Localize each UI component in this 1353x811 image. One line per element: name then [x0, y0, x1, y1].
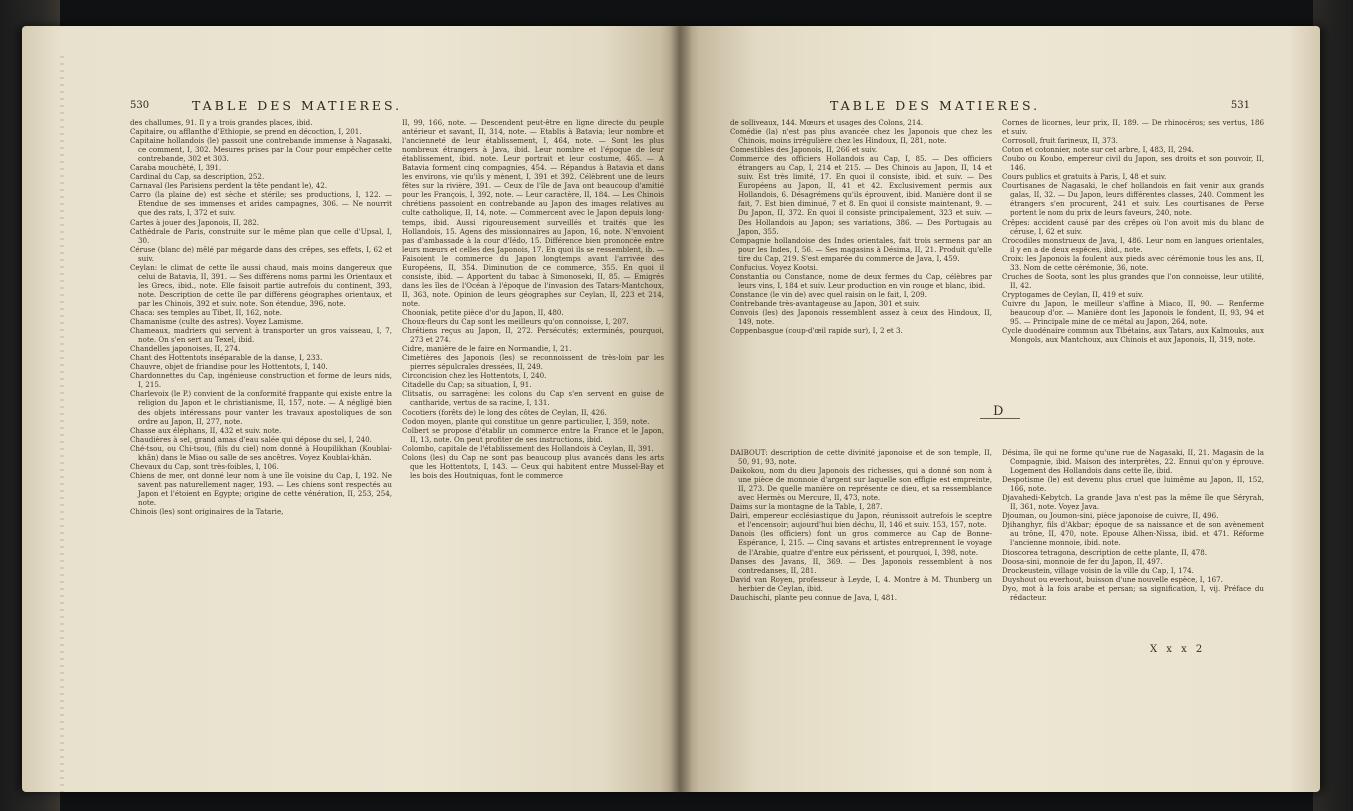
- signature-mark: X x x 2: [1150, 644, 1206, 655]
- index-entry: Colbert se propose d'établir un commerce entre la France et le Japon, II, 13, note. On peut profiter de ses instructions, ibid.: [402, 425, 664, 444]
- index-entry: Céruse (blanc de) mêlé par mégarde dans des crêpes, ses effets, I, 62 et suiv.: [130, 244, 392, 263]
- index-entry: Cidre, manière de le faire en Normandie, I, 21.: [402, 344, 572, 354]
- section-letter-d: D: [993, 404, 1004, 419]
- index-entry: Comédie (la) n'est pas plus avancée chez les Japonois que chez les Chinois, moins irrégulière chez les Hindoux, II, 281, note.: [730, 127, 992, 146]
- left-page: [22, 26, 680, 792]
- index-entry: Danses des Javans, II, 369. — Des Japonois ressemblent à nos contredanses, II, 281.: [730, 556, 992, 575]
- index-entry: Chardonnettes du Cap, ingénieuse construction et forme de leurs nids, I, 215.: [130, 371, 392, 390]
- left-running-head: [130, 98, 620, 114]
- index-entry: Crêpes: accident causé par des crêpes où l'on avoit mis du blanc de céruse, I, 62 et suiv.: [1002, 217, 1264, 236]
- open-book: [22, 12, 1332, 802]
- index-entry: Chinois (les) sont originaires de la Tatarie,: [130, 507, 284, 517]
- right-head-title: TABLE DES MATIERES.: [830, 98, 1041, 113]
- page-edge-marks: [60, 56, 64, 792]
- right-column-2: [1002, 118, 1264, 418]
- index-entry: Caraba mouchèté, I, 391.: [130, 163, 222, 173]
- index-entry: Dioscorea tetragona, description de cette plante, II, 478.: [1002, 547, 1207, 557]
- index-entry: Charlevoix (le P.) convient de la conformité frappante qui existe entre la religion du Japon et le christianisme, II, 157, note. — A négligé bien des objets intéressans pour vanter les travaux apostoliques de son ordre au Japon, II, 277, note.: [130, 389, 392, 426]
- index-entry: Chandelles japonoises, II, 274.: [130, 344, 241, 354]
- index-entry: Cycle duodénaire commun aux Tibétains, aux Tatars, aux Kalmouks, aux Mongols, aux Mantchoux, aux Chinois et aux Japonois, II, 319, note.: [1002, 326, 1264, 345]
- right-column-2-d: [1002, 448, 1264, 602]
- index-entry: Cours publics et gratuits à Paris, I, 48 et suiv.: [1002, 172, 1167, 182]
- index-entry: Coton et cotonnier, note sur cet arbre, I, 483, II, 294.: [1002, 145, 1194, 155]
- index-entry: Capitaire, ou afflanthe d'Ethiopie, se prend en décoction, I, 201.: [130, 127, 362, 137]
- right-column-1-d: [730, 448, 992, 602]
- index-entry: Dairi, empereur ecclésiastique du Japon, réunissoit autrefois le sceptre et l'encensoir; aujourd'hui bien déchu, II, 146 et suiv. 153, 157, note.: [730, 511, 992, 530]
- index-entry: Cryptogames de Ceylan, II, 419 et suiv.: [1002, 289, 1144, 299]
- index-entry: Carro (la plaine de) est sèche et stérile; ses productions, I, 122. — Etendue de ses immenses et arides campagnes, 306. — Ne nourrit que des rats, I, 372 et suiv.: [130, 190, 392, 218]
- index-entry: Djouman, ou Joumon-sini, pièce japonoise de cuivre, II, 496.: [1002, 511, 1219, 521]
- right-page-number: 531: [1230, 100, 1250, 111]
- index-entry: Clitsatis, ou sarragène: les colons du Cap s'en servent en guise de cantharide, vertus de sa racine, I, 131.: [402, 389, 664, 408]
- index-entry: Djavahedi-Kebytch. La grande Java n'est pas la même île que Séryrah, II, 361, note. Voyez Java.: [1002, 493, 1264, 512]
- index-entry: Drockeustein, village voisin de la ville du Cap, I, 174.: [1002, 565, 1194, 575]
- index-entry: Despotisme (le) est devenu plus cruel que luimême au Japon, II, 152, 166, note.: [1002, 475, 1264, 494]
- index-entry: Codon moyen, plante qui constitue un genre particulier, I, 359, note.: [402, 416, 650, 426]
- index-entry: Crocodiles monstrueux de Java, I, 486. Leur nom en langues orientales, il y en a de deux espèces, ibid., note.: [1002, 235, 1264, 254]
- index-entry: Croix: les Japonois la foulent aux pieds avec cérémonie tous les ans, II, 33. Nom de cette cérémonie, 36, note.: [1002, 253, 1264, 272]
- index-entry: des challumes, 91. Il y a trois grandes places, ibid.: [130, 118, 313, 127]
- index-entry: Daims sur la montagne de la Table, I, 287.: [730, 502, 883, 512]
- index-entry: Chamanisme (culte des astres). Voyez Lamisme.: [130, 317, 304, 327]
- index-entry: Compagnie hollandoise des Indes orientales, fait trois sermens par an pour les Indes, I, 56. — Ses magasins à Désima, II, 21. Produit qu'elle tire du Cap, 219. S'est emparée du commerce de Java, I, 459.: [730, 235, 992, 263]
- index-entry: Désima, île qui ne forme qu'une rue de Nagasaki, II, 21. Magasin de la Compagnie, ibid. Maison des interprètes, 22. Ennui qu'on y éprouve. Logement des Hollandois dans cette île, ibid.: [1002, 448, 1264, 476]
- index-entry: Danois (les officiers) font un gros commerce au Cap de Bonne-Espérance, I, 215. — Cinq savans et artistes entreprennent le voyage de l'Arabie, quatre d'entre eux périssent, et pourquoi, I, 398, note.: [730, 529, 992, 557]
- index-entry: Commerce des officiers Hollandois au Cap, I, 85. — Des officiers étrangers au Cap, I, 214 et 215. — Des Chinois au Japon, II, 14 et suiv. Est très limité, 17. En quoi il consiste, ibid. et suiv. — Des Européens au Japon, II, 41 et 42. Exclusivement permis aux Hollandois, 6. Désagrémens qu'ils éprouvent, ibid. Manière dont il se fait, 7. Est bien diminué, 7 et 8. En quoi il consiste maintenant, 9. — Du Japon, II, 372. En quoi il consiste principalement, 323 et suiv. — Des Hollandois au Japon; ses variations, 386. — Des Portugais au Japon, 355.: [730, 154, 992, 236]
- index-entry: Chevaux du Cap, sont très-foibles, I, 106.: [130, 461, 279, 471]
- index-entry: Cocotiers (forêts de) le long des côtes de Ceylan, II, 426.: [402, 407, 607, 417]
- left-column-1: [130, 118, 392, 516]
- index-entry: Citadelle du Cap; sa situation, I, 91.: [402, 380, 532, 390]
- index-entry: Coubo ou Koubo, empereur civil du Japon, ses droits et son pouvoir, II, 146.: [1002, 154, 1264, 173]
- index-entry: Confucius. Voyez Kootsi.: [730, 262, 819, 272]
- index-entry: Chaca: ses temples au Tibet, II, 162, note.: [130, 307, 282, 317]
- right-running-head: [730, 98, 1250, 114]
- index-entry: Cornes de licornes, leur prix, II, 189. — De rhinocéros; ses vertus, 186 et suiv.: [1002, 118, 1264, 137]
- index-entry: Chant des Hottentots inséparable de la danse, I, 233.: [130, 353, 323, 363]
- index-entry: Doosa-sini, monnoie de fer du Japon, II, 497.: [1002, 556, 1163, 566]
- index-entry: Dauchischi, plante peu connue de Java, I, 481.: [730, 592, 898, 602]
- index-entry: Chooniak, petite pièce d'or du Japon, II, 480.: [402, 307, 564, 317]
- index-entry: Colombo, capitale de l'établissement des Hollandois à Ceylan, II, 391.: [402, 443, 654, 453]
- index-entry: Comestibles des Japonois, II, 266 et suiv.: [730, 145, 878, 155]
- index-entry: II, 99, 166, note. — Descendent peut-être en ligne directe du peuple antérieur et savant, II, 314, note. — Etablis à Batavia; leur nombre et l'ancienneté de leur établissement, I, 464, note. — Sont les plus nombreux étrangers à Java, ibid. Leur nombre et l'époque de leur établissement, ibid. note. Leur portrait et leur costume, 465. — A Batavia forment cinq compagnies, 454. — Répandus à Batavia et dans les environs, vie qu'ils y mènent, I, 391 et 392. Célèbrent une de leurs fêtes sur la rivière, 391. — Ceux de l'île de Java ont beaucoup d'amitié pour les François, I, 392, note. — Leur caractère, II, 184. — Les Chinois chrétiens passoient en contrebande au Japon des images relatives au culte catholique, II, 14, note. — Commercent avec le Japon depuis long-temps, ibid. Aussi rigoureusement surveillés et traités que les Hollandois, 15. Agens des missionnaires au Japon, 16, note. N'envoient pas d'ambassade à la cour d'Iédo, 15. Différence bien prononcée entre leurs mœurs et celles des Japonois, 17. En quoi ils se ressemblent, ib. — Faisoient le commerce du Japon longtemps avant l'arrivée des Européens, II, 354. Diminution de ce commerce, 355. En quoi il consiste, ibid. — Apportent du tabac à Simonoseki, II, 85. — Emigrés dans les îles de l'Océan à l'époque de l'invasion des Tatars-Mantchoux, II, 363, note. Opinion de leurs géographes sur Ceylan, II, 223 et 214, note.: [402, 118, 664, 308]
- index-entry: Chameaux, madriers qui servent à transporter un gros vaisseau, I, 7, note. On s'en sert au Texel, ibid.: [130, 326, 392, 345]
- index-entry: Constance (le vin de) avec quel raisin on le fait, I, 209.: [730, 289, 927, 299]
- index-entry: Chasse aux éléphans, II, 432 et suiv. note.: [130, 425, 282, 435]
- index-entry: Chrétiens reçus au Japon, II, 272. Persécutés; exterminés, pourquoi, 273 et 274.: [402, 326, 664, 345]
- index-entry: Choux-fleurs du Cap sont les meilleurs qu'on connoisse, I, 207.: [402, 317, 629, 327]
- index-entry: de solliveaux, 144. Mœurs et usages des Colons, 214.: [730, 118, 924, 127]
- index-entry: Chaudières à sel, grand amas d'eau salée qui dépose du sel, I, 240.: [130, 434, 372, 444]
- index-entry: Convois (les) des Japonois ressemblent assez à ceux des Hindoux, II, 149, note.: [730, 307, 992, 327]
- index-entry: Cuivre du Japon, le meilleur s'affine à Miaco, II, 90. — Renferme beaucoup d'or. — Manière dont les Japonois le fondent, II, 93, 94 et 95. — Principale mine de ce métal au Japon, 264, note.: [1002, 298, 1264, 327]
- index-entry: Carnaval (les Parisiens perdent la tête pendant le), 42.: [130, 181, 328, 191]
- index-entry: Cruches de Soota, sont les plus grandes que l'on connoisse, leur utilité, II, 42.: [1002, 271, 1264, 290]
- index-entry: Chiens de mer, ont donné leur nom à une île voisine du Cap, I, 192. Ne savent pas naturellement nager, 193. — Les chiens sont respectés au Japon et l'étoient en Egypte; origine de cette vénération, II, 253, 254, note.: [130, 470, 392, 507]
- index-entry: Ceylan: le climat de cette île aussi chaud, mais moins dangereux que celui de Batavia, II, 391. — Ses différens noms parmi les Orientaux et les Grecs, ibid., note. Elle faisoit partie autrefois du continent, 393, note. Description de cette île par différens géographes orientaux, et par les Chinois, 392 et suiv. note. Son étendue, 396, note.: [130, 262, 392, 308]
- index-entry: Cathédrale de Paris, construite sur le même plan que celle d'Upsal, I, 30.: [130, 226, 392, 245]
- index-entry: Cartes à jouer des Japonois, II, 282.: [130, 217, 260, 227]
- index-entry: Circoncision chez les Hottentots, I, 240.: [402, 371, 547, 381]
- index-entry: Chauvre, objet de friandise pour les Hottentots, I, 140.: [130, 362, 328, 372]
- index-entry: Contrebande très-avantageuse au Japon, 301 et suiv.: [730, 298, 921, 308]
- index-entry: Cimetières des Japonois (les) se reconnoissent de très-loin par les pierres sépulcrales dressées, II, 249.: [402, 353, 664, 372]
- left-page-number: 530: [130, 100, 150, 111]
- index-entry: Coppenbasgue (coup-d'œil rapide sur), I, 2 et 3.: [730, 326, 903, 336]
- left-column-2: [402, 118, 664, 480]
- left-head-title: TABLE DES MATIERES.: [192, 98, 403, 113]
- index-entry: Colons (les) du Cap ne sont pas beaucoup plus avancés dans les arts que les Hottentots, I, 143. — Ceux qui habitent entre Mussel-Bay et les bois des Houtniquas, font le commerce: [402, 452, 664, 480]
- index-entry: Ché-tsou, ou Chi-tsou, (fils du ciel) nom donné à Houpilikhan (Koublai-khân) dans le Miao ou salle de ses ancêtres. Voyez Koublai-khân.: [130, 443, 392, 462]
- index-entry: Courtisanes de Nagasaki, le chef hollandois en fait venir aux grands galas, II, 32. — Du Japon, leurs différentes classes, 240. Comment les étrangers s'en procurent, 241 et suiv. Les courtisanes de Perse portent le nom du prix de leurs faveurs, 240, note.: [1002, 181, 1264, 218]
- index-entry: Daikokou, nom du dieu Japonois des richesses, qui a donné son nom à une pièce de monnoie d'argent sur laquelle son effigie est empreinte, II, 273. De quelle manière on représente ce dieu, et sa ressemblance avec Hermès ou Mercure, II, 473, note.: [730, 466, 992, 503]
- index-entry: Dyo, mot à la fois arabe et persan; sa signification, I, vij. Préface du rédacteur.: [1002, 583, 1264, 602]
- index-entry: Cardinal du Cap, sa description, 252.: [130, 172, 265, 182]
- index-entry: David van Royen, professeur à Leyde, I, 4. Montre à M. Thunberg un herbier de Ceylan, ibid.: [730, 574, 992, 593]
- index-entry: DAIBOUT: description de cette divinité japonoise et de son temple, II, 50, 91, 93, note.: [730, 448, 992, 467]
- index-entry: Constantia ou Constance, nome de deux fermes du Cap, célèbres par leurs vins, I, 184 et suiv. Leur production en vin rouge et blanc, ibid.: [730, 271, 992, 290]
- index-entry: Corrosoll, fruit farineux, II, 373.: [1002, 136, 1118, 146]
- right-page: [680, 26, 1320, 792]
- index-entry: Djihanghyr, fils d'Akbar; époque de sa naissance et de son avènement au trône, II, 470, note. Epouse Alhen-Nissa, ibid. et 471. Réforme l'ancienne monnoie, ibid. note.: [1002, 520, 1264, 548]
- right-column-1: [730, 118, 992, 418]
- index-entry: Duyshout ou everhout, buisson d'une nouvelle espèce, I, 167.: [1002, 574, 1223, 584]
- index-entry: Capitaine hollandois (le) passoit une contrebande immense à Nagasaki, ce comment, I, 302. Mesures prises par la Cour pour empêcher cette contrebande, 302 et 303.: [130, 136, 392, 164]
